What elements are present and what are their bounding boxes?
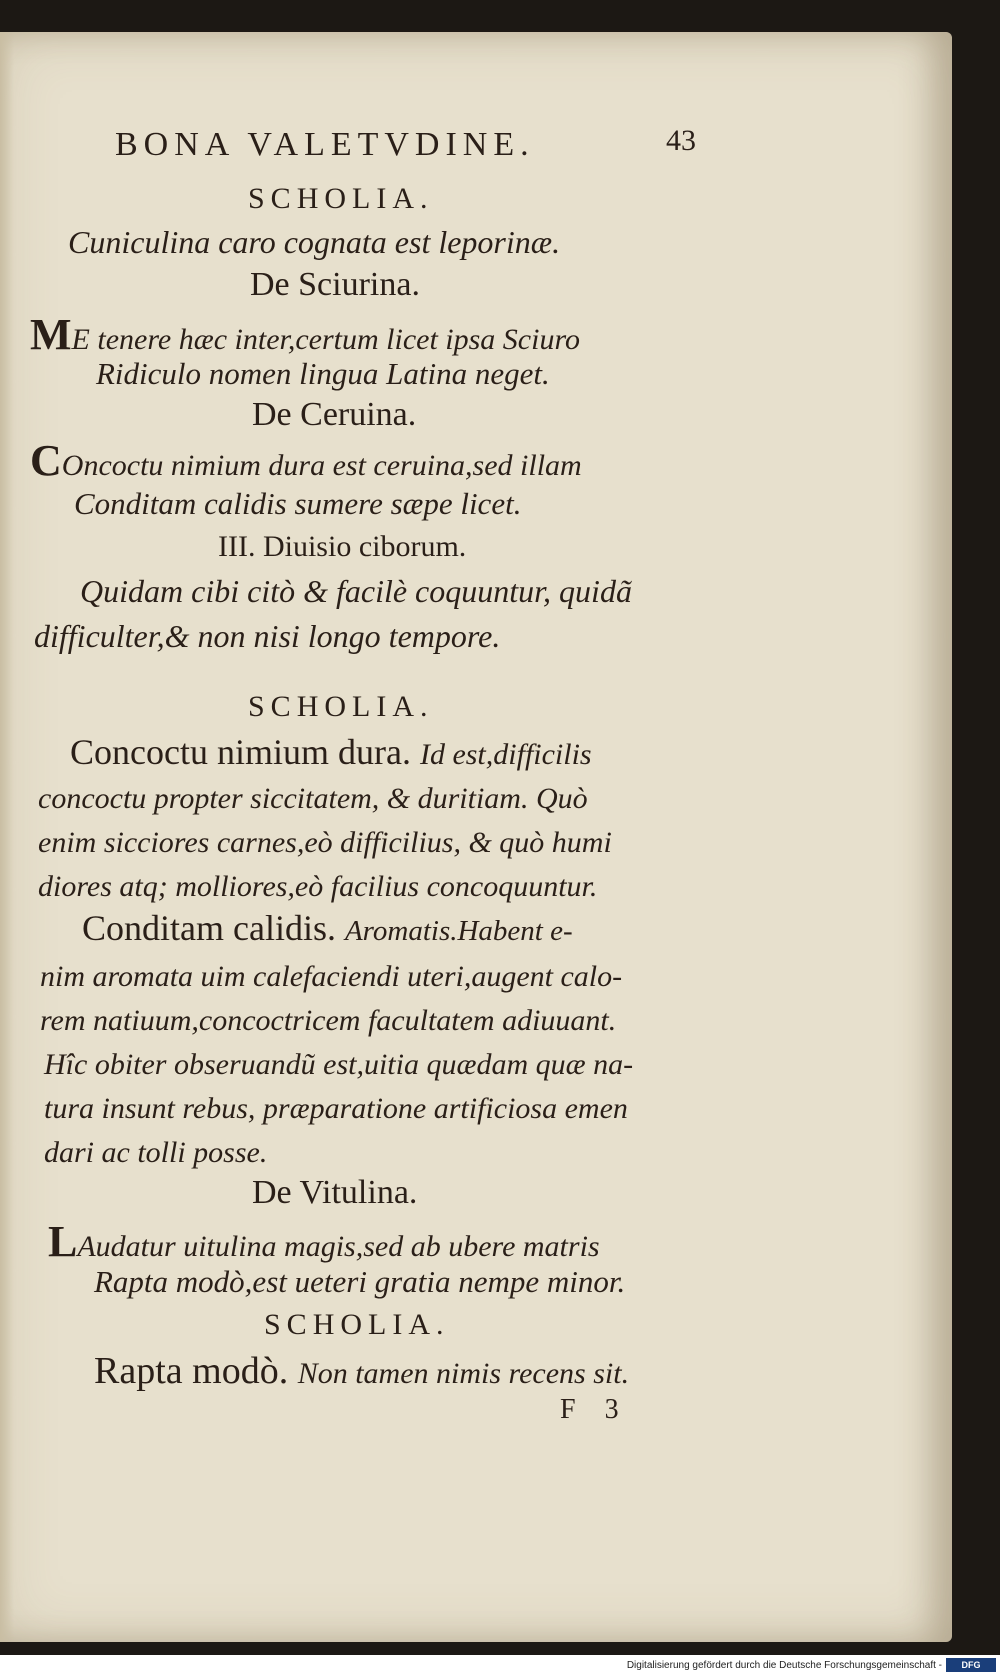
text-line: Hîc obiter obseruandũ est,uitia quædam quæ na- [44, 1048, 634, 1081]
verse-line: Ridiculo nomen lingua Latina neget. [96, 356, 550, 391]
text-line: nim aromata uim calefaciendi uteri,augent calo- [40, 960, 623, 993]
page-gutter [0, 32, 14, 1642]
lemma: Concoctu nimium dura. [70, 732, 411, 772]
funding-credit: Digitalisierung gefördert durch die Deutsche Forschungsgemeinschaft - [626, 1660, 942, 1671]
scholia-heading: SCHOLIA. [264, 1308, 450, 1341]
section-title: III. Diuisio ciborum. [218, 530, 467, 563]
text-line: Cuniculina caro cognata est leporinæ. [68, 224, 561, 260]
commentary: Id est,difficilis [419, 738, 592, 771]
verse-text: E tenere hæc inter,certum licet ipsa Sciuro [71, 323, 581, 356]
running-title: BONA VALETVDINE. [115, 126, 535, 163]
verse-line [30, 436, 582, 485]
section-title: De Vitulina. [252, 1174, 418, 1211]
scholia-heading: SCHOLIA. [248, 690, 434, 723]
text-line: Quidam cibi citò & facilè coquuntur, quidã [80, 573, 632, 609]
dfg-logo: DFG [946, 1658, 996, 1672]
text-line [94, 1352, 629, 1390]
page-number: 43 [666, 124, 696, 157]
verse-text: Audatur uitulina magis,sed ab ubere matris [77, 1230, 600, 1263]
text-line: enim sicciores carnes,eò difficilius, & quò humi [38, 826, 612, 859]
verse-line: Conditam calidis sumere sæpe licet. [74, 486, 522, 521]
section-title: De Ceruina. [252, 396, 417, 433]
text-line: tura insunt rebus, præparatione artificiosa emen [44, 1092, 628, 1125]
commentary: Non tamen nimis recens sit. [297, 1357, 630, 1390]
scholia-heading: SCHOLIA. [248, 182, 434, 215]
verse-line: Rapta modò,est ueteri gratia nempe minor. [94, 1264, 626, 1299]
verse-text: Oncoctu nimium dura est ceruina,sed illam [61, 449, 582, 482]
drop-capital: M [30, 310, 72, 359]
section-title: De Sciurina. [250, 266, 420, 303]
lemma: Rapta modò. [94, 1350, 289, 1392]
commentary: Aromatis.Habent e- [344, 915, 573, 947]
drop-capital: C [30, 436, 62, 485]
text-line: rem natiuum,concoctricem facultatem adiuuant. [40, 1004, 617, 1037]
text-line: concoctu propter siccitatem, & duritiam. Quò [38, 782, 588, 815]
text-line: difficulter,& non nisi longo tempore. [34, 618, 501, 654]
text-line: dari ac tolli posse. [44, 1136, 268, 1169]
text-line: diores atq; molliores,eò facilius concoquuntur. [38, 870, 598, 903]
verse-line [30, 310, 581, 359]
drop-capital: L [48, 1217, 78, 1266]
text-line [70, 734, 592, 770]
text-line [82, 910, 573, 946]
lemma: Conditam calidis. [82, 908, 336, 948]
verse-line [48, 1217, 600, 1266]
signature-mark: F 3 [560, 1394, 619, 1425]
